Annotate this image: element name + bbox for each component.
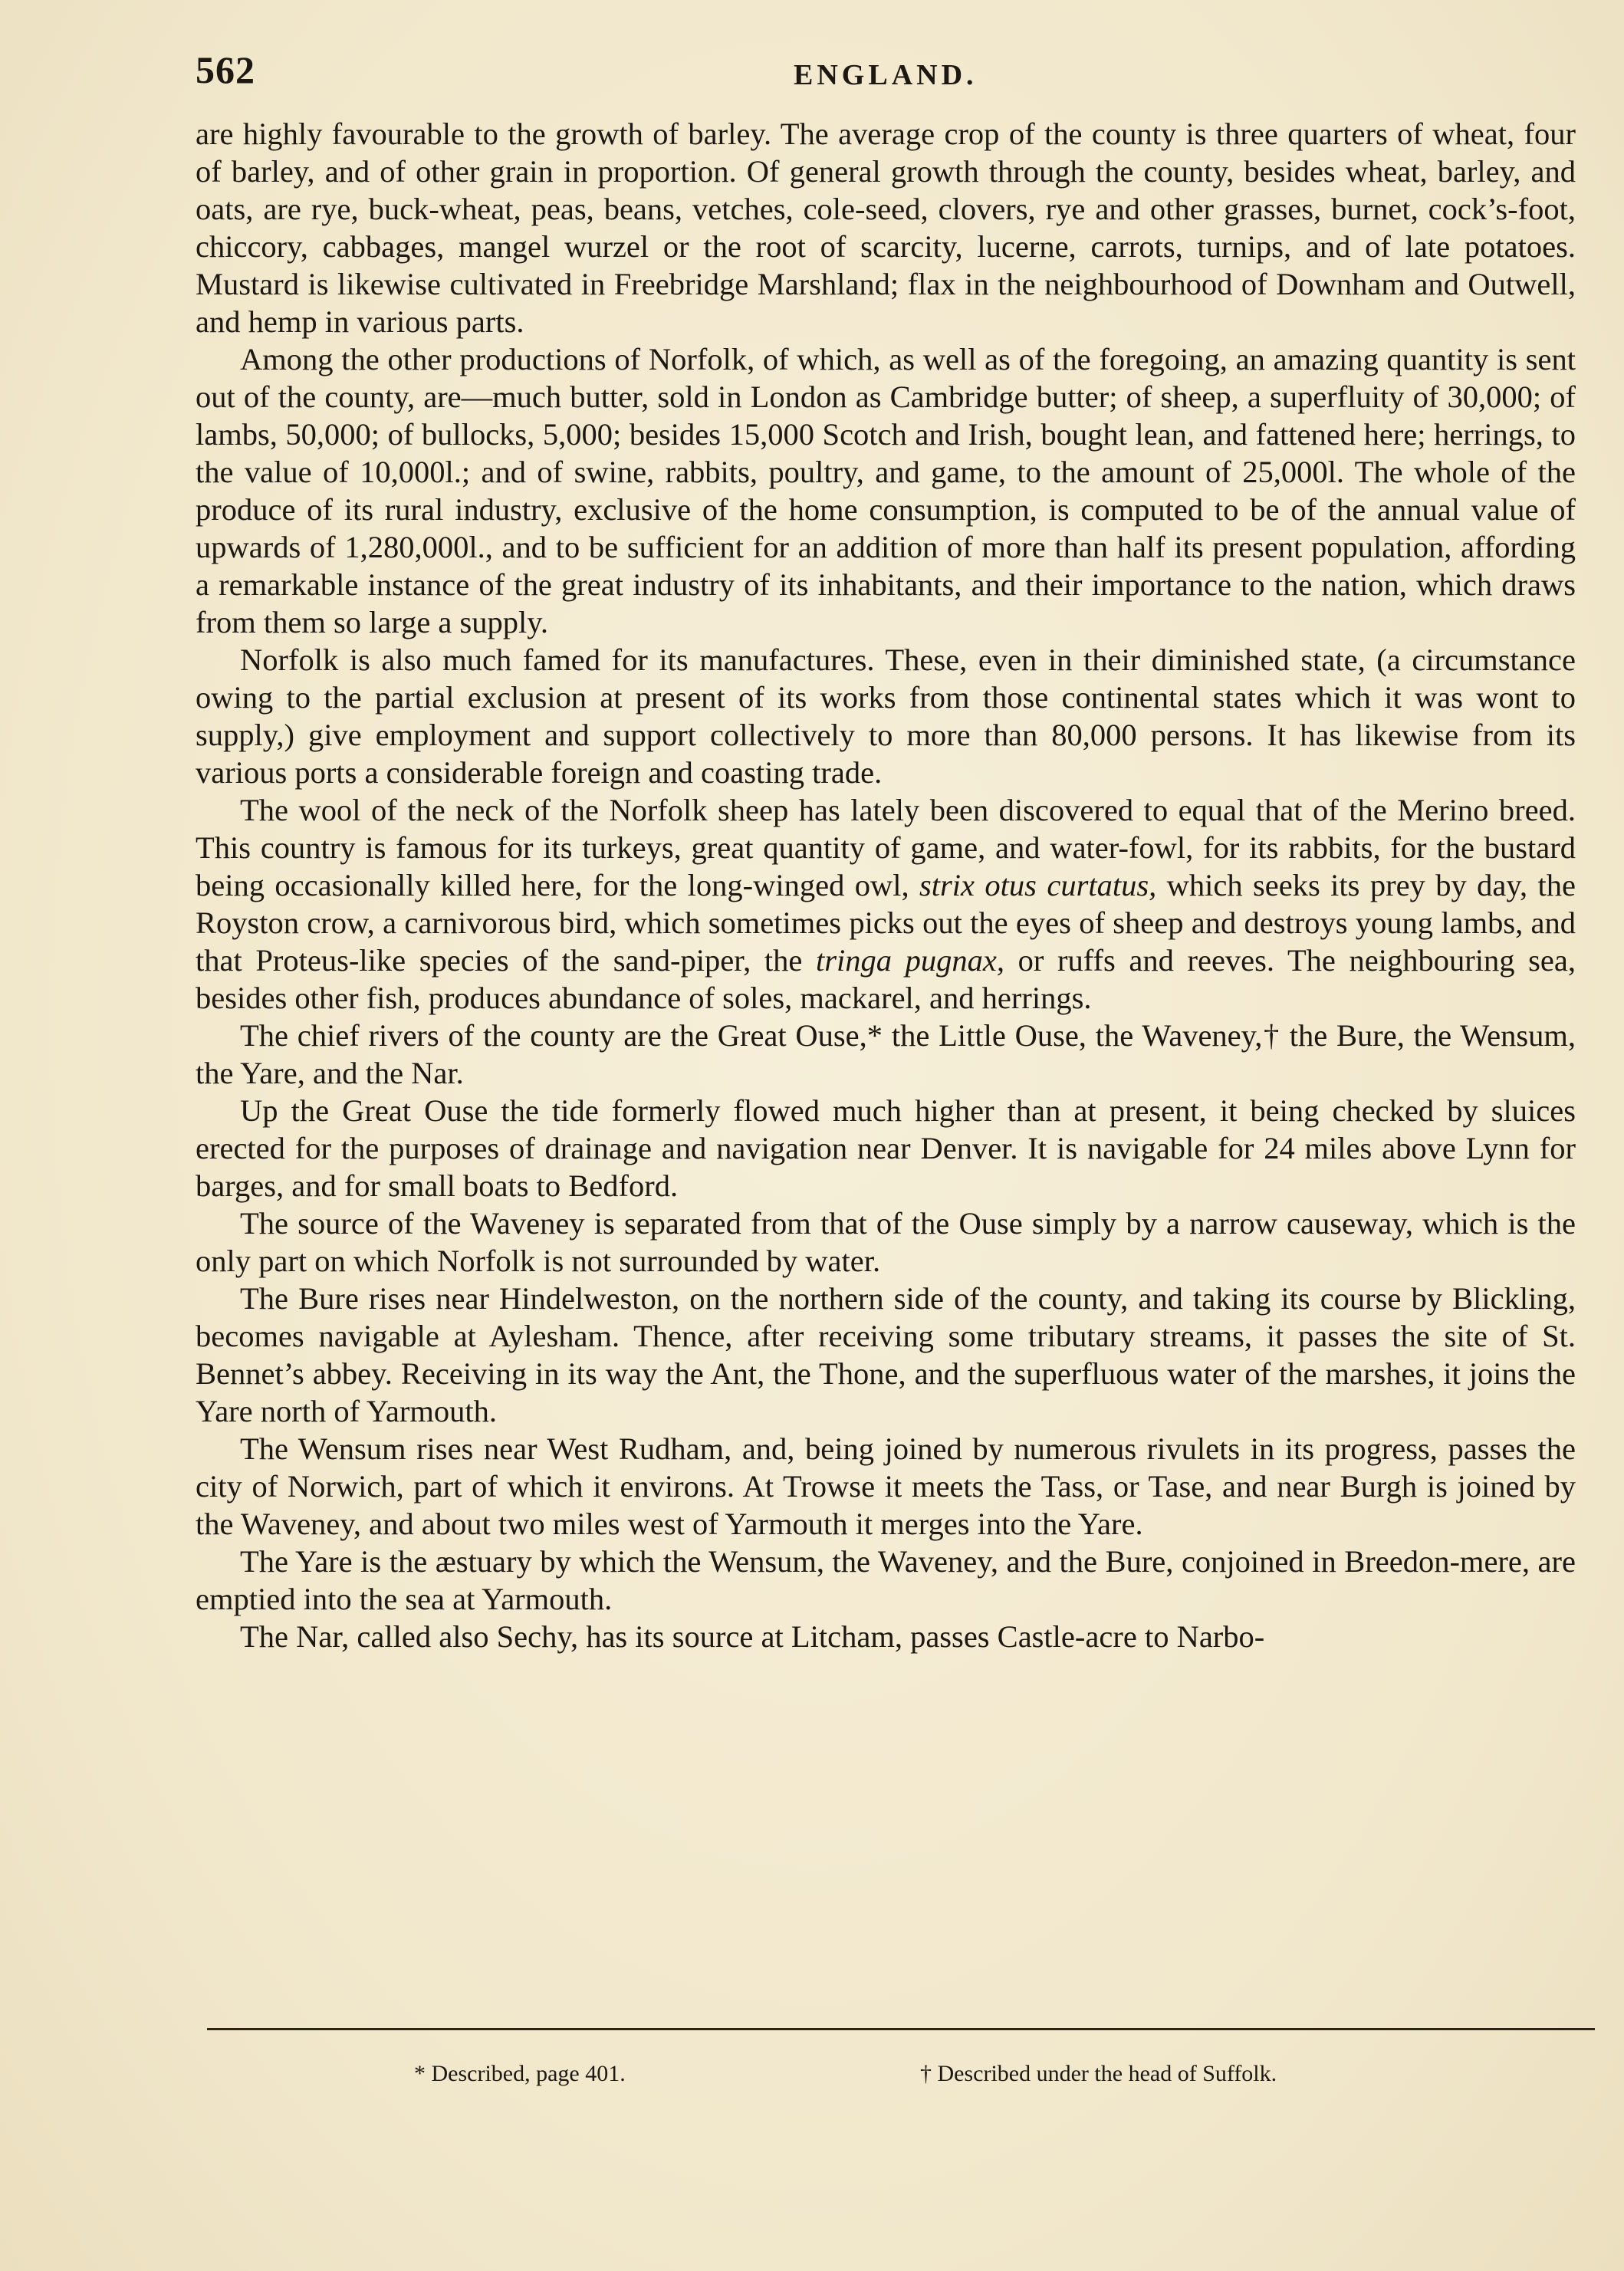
paragraph-yare: The Yare is the æstuary by which the Wensum, the Waveney, and the Bure, conjoined in Breedon-mere, are emptied into the sea at Yarmouth. [196, 1544, 1576, 1616]
paragraph-bure: The Bure rises near Hindelweston, on the northern side of the county, and taking its course by Blickling, becomes navigable at Aylesham. Thence, after receiving some tributary streams, it passes the site of St. Bennet’s abbey. Receiving in its way the Ant, the Thone, and the superfluous water of the marshes, it joins the Yare north of Yarmouth. [196, 1281, 1576, 1428]
strix-otus-italic: strix otus curtatus, [919, 868, 1157, 902]
tringa-pugnax-italic: tringa pugnax, [815, 943, 1004, 978]
paragraph-great-ouse: Up the Great Ouse the tide formerly flowed much higher than at present, it being checked by sluices erected for the purposes of drainage and navigation near Denver. It is navigable for 24 miles above Lynn for barges, and for small boats to Bedford. [196, 1093, 1576, 1203]
footnote-waveney: † Described under the head of Suffolk. [920, 2061, 1277, 2086]
page-number: 562 [196, 48, 255, 91]
paragraph-barley: are highly favourable to the growth of barley. The average crop of the county is three quarters of wheat, four of barley, and of other grain in proportion. Of general growth through the county, besides wheat, barley, and oats, are rye, buck-wheat, peas, beans, vetches, cole-seed, clovers, rye and other grasses, burnet, cock’s-foot, chiccory, cabbages, mangel wurzel or the root of scarcity, lucerne, carrots, turnips, and of late potatoes. Mustard is likewise cultivated in Freebridge Marshland; flax in the neighbourhood of Downham and Outwell, and hemp in various parts. [196, 117, 1576, 339]
paragraph-wool [196, 791, 1576, 1017]
paragraph-nar: The Nar, called also Sechy, has its source at Litcham, passes Castle-acre to Narbo- [240, 1619, 1265, 1654]
body-text [196, 115, 1576, 1655]
paragraph-chief-rivers: The chief rivers of the county are the Great Ouse,* the Little Ouse, the Waveney,† the Bure, the Wensum, the Yare, and the Nar. [196, 1018, 1576, 1090]
footnotes [414, 2061, 1564, 2099]
paragraph-manufactures: Norfolk is also much famed for its manufactures. These, even in their diminished state, (a circumstance owing to the partial exclusion at present of its works from those continental states which it was wont to supply,) give employment and support collectively to more than 80,000 persons. It has likewise from its various ports a considerable foreign and coasting trade. [196, 643, 1576, 790]
footnote-rule [207, 2028, 1595, 2030]
paragraph-waveney: The source of the Waveney is separated from that of the Ouse simply by a narrow causeway, which is the only part on which Norfolk is not surrounded by water. [196, 1206, 1576, 1278]
page-header [196, 48, 1572, 101]
wool-text-start: The wool of the neck of the Norfolk sheep has lately been discovered to equal that of the Merino breed. This country is famous for its turkeys, great quantity of game, and water-fowl, for its rabbits, for the bustard being occasionally killed here, for the long-winged owl, [196, 793, 1576, 902]
paragraph-productions: Among the other productions of Norfolk, of which, as well as of the foregoing, an amazing quantity is sent out of the county, are—much butter, sold in London as Cambridge butter; of sheep, a superfluity of 30,000; of lambs, 50,000; of bullocks, 5,000; besides 15,000 Scotch and Irish, bought lean, and fattened here; herrings, to the value of 10,000l.; and of swine, rabbits, poultry, and game, to the amount of 25,000l. The whole of the produce of its rural industry, exclusive of the home consumption, is computed to be of the annual value of upwards of 1,280,000l., and to be sufficient for an addition of more than half its present population, affording a remarkable instance of the great industry of its inhabitants, and their importance to the nation, which draws from them so large a supply. [196, 342, 1576, 639]
wool-text-middle: which seeks its prey by day, the Royston crow, a carnivorous bird, which sometimes picks out the eyes of sheep and destroys young lambs, and that Proteus-like species of the sand-piper, the [196, 868, 1576, 978]
wool-text-end: or ruffs and reeves. The neighbouring sea, besides other fish, produces abundance of soles, mackarel, and herrings. [196, 943, 1576, 1015]
running-head: ENGLAND. [794, 59, 978, 91]
footnote-ouse: * Described, page 401. [414, 2061, 626, 2086]
paragraph-wensum: The Wensum rises near West Rudham, and, being joined by numerous rivulets in its progress, passes the city of Norwich, part of which it environs. At Trowse it meets the Tass, or Tase, and near Burgh is joined by the Waveney, and about two miles west of Yarmouth it merges into the Yare. [196, 1431, 1576, 1541]
